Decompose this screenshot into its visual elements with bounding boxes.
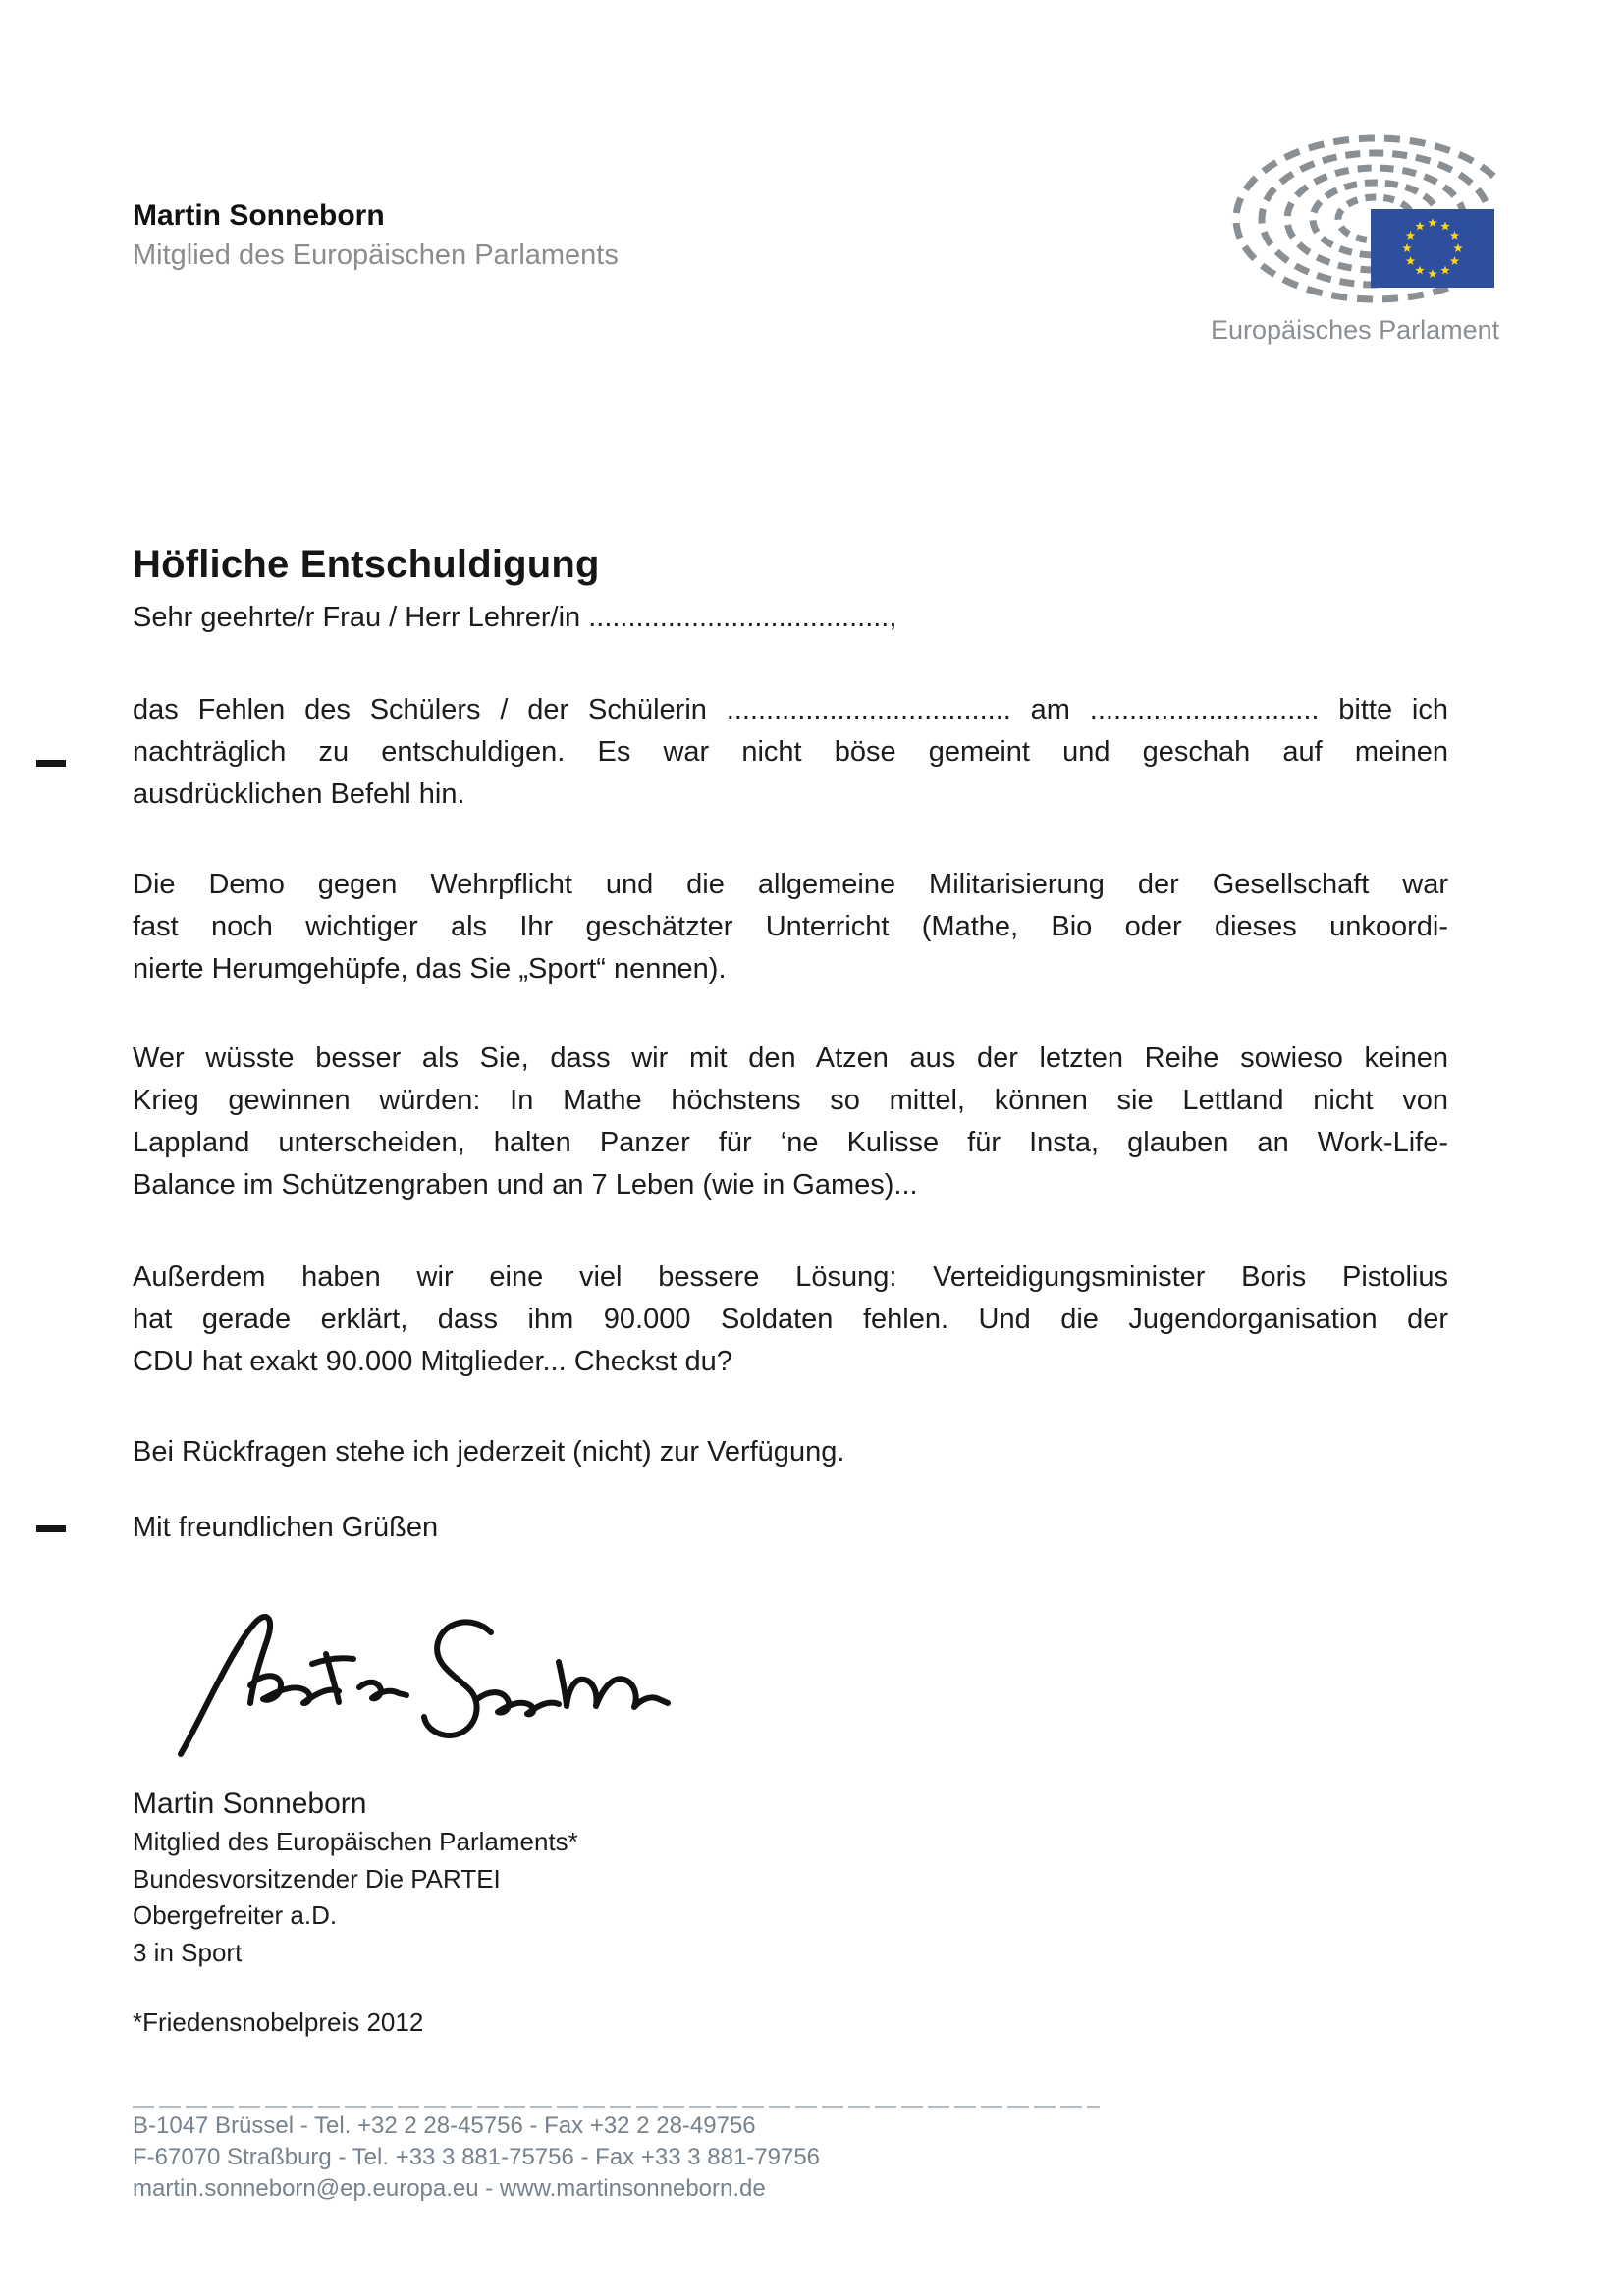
parliament-hemicycle-icon: [1211, 126, 1497, 304]
paragraph-rueckfragen: [133, 1431, 1448, 1473]
footer-divider: [133, 2106, 1100, 2108]
signatory-name: Martin Sonneborn: [133, 1788, 367, 1820]
body-line: nierte Herumgehüpfe, das Sie „Sport“ nennen).: [133, 953, 727, 985]
fold-mark-bottom: [36, 1525, 66, 1532]
body-line: Balance im Schützengraben und an 7 Leben (wie in Games)...: [133, 1169, 918, 1201]
body-line: CDU hat exakt 90.000 Mitglieder... Checkst du?: [133, 1346, 732, 1377]
european-parliament-logo: [1211, 126, 1500, 347]
paragraph-loesung: [133, 1256, 1448, 1383]
paragraph-absence: [133, 689, 1448, 816]
body-line: das Fehlen des Schülers / der Schülerin .................................... am ............................. bitte ich: [133, 694, 1448, 725]
closing: [133, 1507, 1448, 1549]
signatory-role: Bundesvorsitzender Die PARTEI: [133, 1863, 501, 1894]
salutation-line: Sehr geehrte/r Frau / Herr Lehrer/in ......................................,: [133, 602, 897, 633]
body-line: nachträglich zu entschuldigen. Es war nicht böse gemeint und geschah auf meinen: [133, 736, 1448, 768]
signatory-role: Obergefreiter a.D.: [133, 1900, 338, 1930]
signature-image: [167, 1605, 677, 1767]
body-line: Die Demo gegen Wehrpflicht und die allgemeine Militarisierung der Gesellschaft war: [133, 869, 1448, 900]
body-line: Außerdem haben wir eine viel bessere Lösung: Verteidigungsminister Boris Pistolius: [133, 1261, 1448, 1293]
body-line: Lappland unterscheiden, halten Panzer für ‘ne Kulisse für Insta, glauben an Work-Life-: [133, 1127, 1448, 1158]
letter-title: Höfliche Entschuldigung: [133, 542, 600, 586]
signatory-role: Mitglied des Europäischen Parlaments*: [133, 1827, 578, 1856]
sender-role: Mitglied des Europäischen Parlaments: [133, 240, 619, 271]
body-line: Krieg gewinnen würden: In Mathe höchstens so mittel, können sie Lettland nicht von: [133, 1085, 1448, 1116]
body-line: Wer wüsste besser als Sie, dass wir mit den Atzen aus der letzten Reihe sowieso keinen: [133, 1042, 1448, 1074]
footer-line-strasbourg: F-67070 Straßburg - Tel. +33 3 881-75756 - Fax +33 3 881-79756: [133, 2144, 821, 2170]
footer-line-brussels: B-1047 Brüssel - Tel. +32 2 28-45756 - Fax +32 2 28-49756: [133, 2112, 756, 2139]
closing-line: Mit freundlichen Grüßen: [133, 1512, 439, 1543]
footnote: *Friedensnobelpreis 2012: [133, 2007, 424, 2037]
salutation: [133, 597, 1448, 639]
paragraph-krieg: [133, 1038, 1448, 1206]
body-line: hat gerade erklärt, dass ihm 90.000 Soldaten fehlen. Und die Jugendorganisation der: [133, 1304, 1448, 1335]
signature-block: [133, 1785, 918, 1971]
body-line: Bei Rückfragen stehe ich jederzeit (nicht) zur Verfügung.: [133, 1436, 845, 1468]
body-line: ausdrücklichen Befehl hin.: [133, 778, 465, 810]
logo-caption: Europäisches Parlament: [1211, 315, 1500, 345]
paragraph-demo: [133, 864, 1448, 990]
fold-mark-top: [36, 760, 66, 767]
eu-flag-icon: [1371, 209, 1494, 288]
sender-name: Martin Sonneborn: [133, 199, 385, 232]
footer-contact: [133, 2110, 1114, 2205]
body-line: fast noch wichtiger als Ihr geschätzter Unterricht (Mathe, Bio oder dieses unkoordi-: [133, 911, 1448, 942]
signatory-role: 3 in Sport: [133, 1937, 243, 1967]
footer-line-web: martin.sonneborn@ep.europa.eu - www.martinsonneborn.de: [133, 2175, 766, 2202]
